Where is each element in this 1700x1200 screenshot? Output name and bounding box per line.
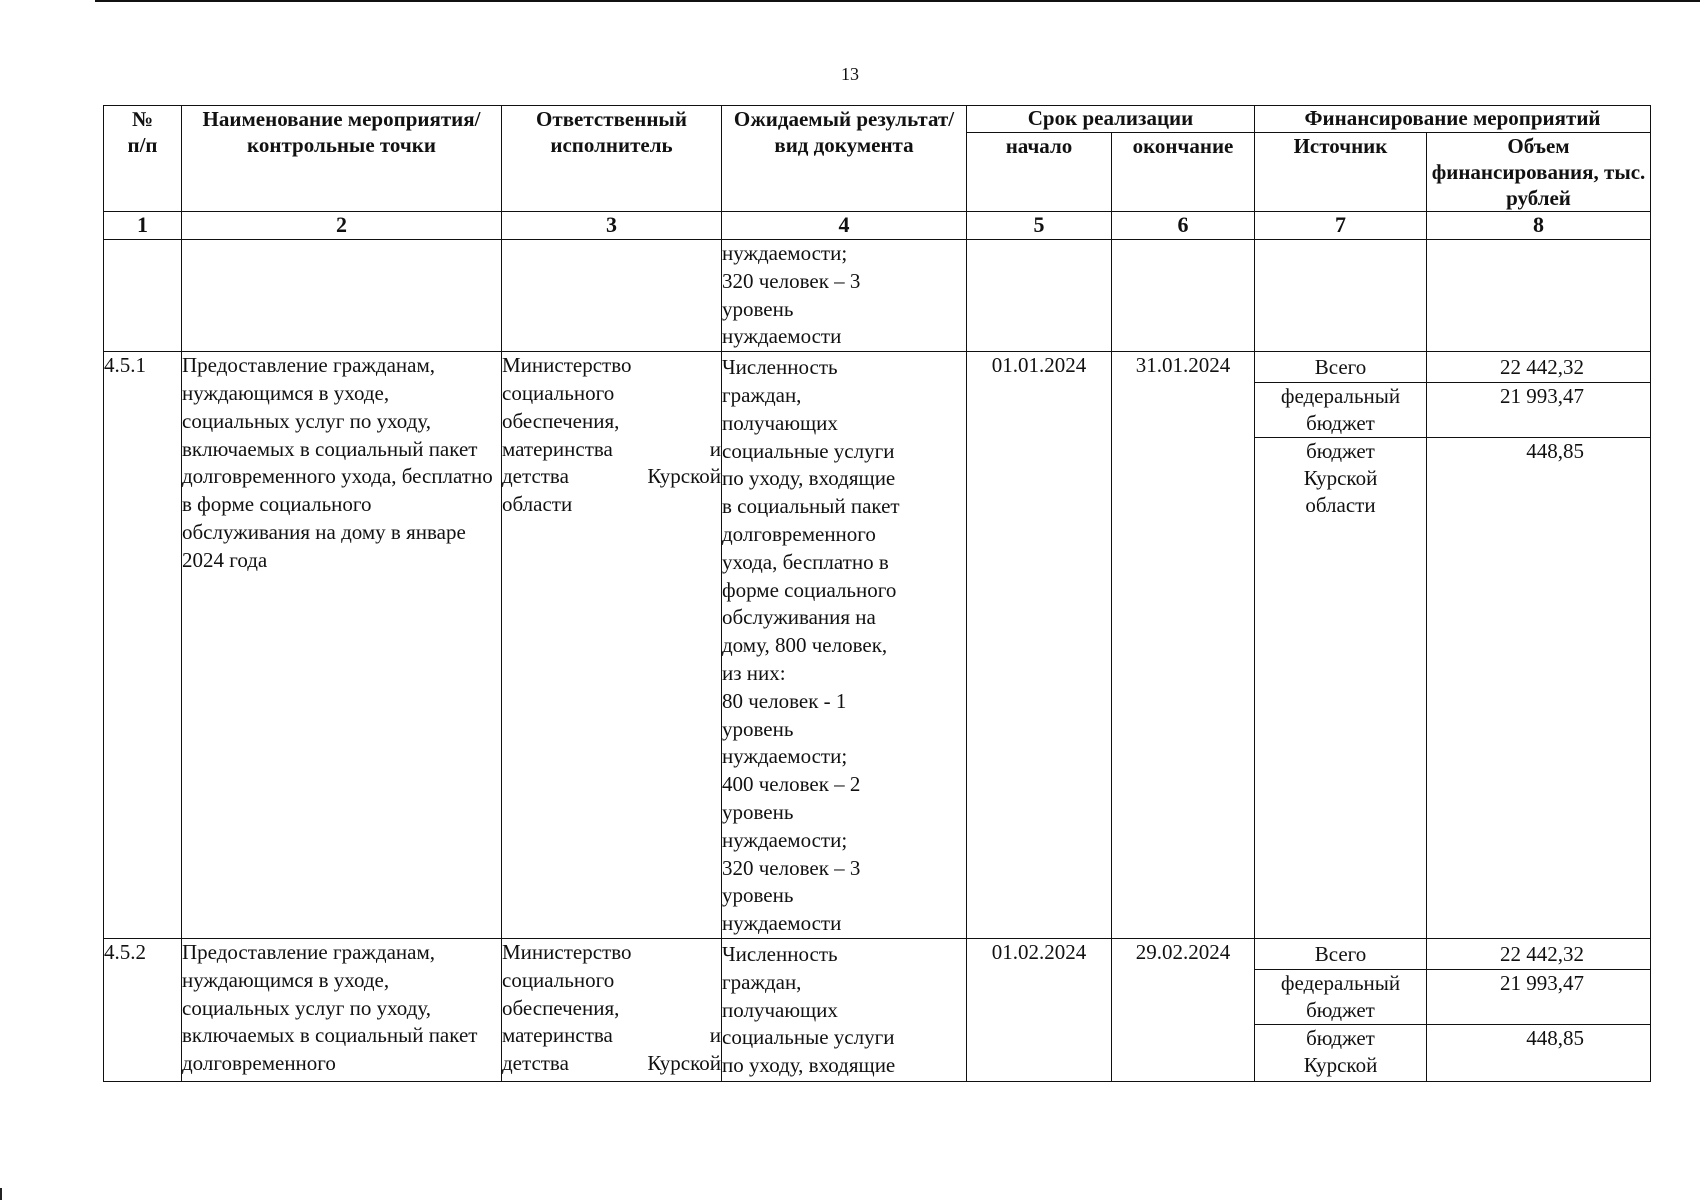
responsible-line: области [502,492,573,517]
cell-number: 4.5.2 [104,938,182,1081]
cell-start: 01.02.2024 [967,938,1112,1081]
amount-federal: 21 993,47 [1427,383,1650,438]
responsible-line: Министерство [502,353,632,378]
responsible-line: обеспечения, [502,408,620,433]
cell-result: Численность граждан, получающих социальные услуги по уходу, входящие в социальный пакет долговременного ухода, бесплатно в форме социального обслуживания на дому, 800 человек, из них: 80 человек - 1 уровень нуждаемости; 400 человек – 2 уровень нуждаемости; 320 человек – 3 уровень нуждаемости [722,352,967,939]
responsible-word: детства [502,464,569,489]
responsible-word: и [709,436,721,461]
table-row-continuation [104,240,1651,352]
cell-source [1255,938,1427,1081]
header-col-start: начало [967,133,1112,212]
column-number: 5 [967,212,1112,240]
header-col-responsible: Ответственный исполнитель [502,106,722,212]
source-federal: федеральный бюджет [1255,383,1426,438]
column-number: 3 [502,212,722,240]
cell-result: нуждаемости; 320 человек – 3 уровень нуждаемости [722,240,967,352]
header-col-end: окончание [1112,133,1255,212]
amount-total: 22 442,32 [1427,352,1650,383]
column-number: 8 [1427,212,1651,240]
cell-number: 4.5.1 [104,352,182,939]
cell-responsible [502,240,722,352]
cell-name [182,240,502,352]
cell-end [1112,240,1255,352]
amount-regional: 448,85 [1526,439,1584,464]
amount-regional: 448,85 [1526,1025,1584,1050]
header-col-source: Источник [1255,133,1427,212]
column-number: 4 [722,212,967,240]
cell-name: Предоставление гражданам, нуждающимся в уходе, социальных услуг по уходу, включаемых в социальный пакет долговременного [182,938,502,1081]
source-total: Всего [1255,352,1426,383]
responsible-word: детства [502,1051,569,1076]
cell-source [1255,352,1427,939]
cell-responsible [502,938,722,1081]
header-col-result: Ожидаемый результат/вид документа [722,106,967,212]
column-number: 1 [104,212,182,240]
source-total: Всего [1255,939,1426,970]
responsible-line: Министерство [502,939,632,964]
source-federal: федеральный бюджет [1255,970,1426,1025]
header-col-amount: Объем финансирования, тыс. рублей [1427,133,1651,212]
responsible-word: и [709,1023,721,1048]
cell-amount [1427,352,1651,939]
cell-end: 29.02.2024 [1112,938,1255,1081]
source-regional: бюджет Курской [1303,1025,1378,1077]
activities-table [103,105,1651,1082]
header-col-number: № п/п [104,106,182,212]
responsible-line: социального [502,967,615,992]
responsible-line [502,463,721,491]
amount-total: 22 442,32 [1427,939,1650,970]
header-col-name: Наименование мероприятия/контрольные точки [182,106,502,212]
cell-number [104,240,182,352]
responsible-word: Курской [647,1051,721,1076]
cell-start: 01.01.2024 [967,352,1112,939]
amount-federal: 21 993,47 [1427,970,1650,1025]
cell-source [1255,240,1427,352]
responsible-line [502,1022,721,1050]
responsible-line: социального [502,380,615,405]
column-number: 7 [1255,212,1427,240]
responsible-line [502,436,721,464]
cell-responsible [502,352,722,939]
table-row [104,352,1651,939]
column-number-row [104,212,1651,240]
cell-amount [1427,938,1651,1081]
table-row [104,938,1651,1081]
responsible-word: материнства [502,436,613,461]
scan-edge-top [95,0,1700,2]
responsible-line: обеспечения, [502,995,620,1020]
page-number: 13 [841,64,859,84]
source-regional: бюджет Курской области [1303,439,1378,518]
header-row [104,106,1651,133]
scan-edge-left [0,1188,2,1200]
column-number: 6 [1112,212,1255,240]
cell-start [967,240,1112,352]
header-group-financing: Финансирование мероприятий [1255,106,1651,133]
header-group-term: Срок реализации [967,106,1255,133]
cell-end: 31.01.2024 [1112,352,1255,939]
responsible-word: материнства [502,1023,613,1048]
cell-amount [1427,240,1651,352]
cell-name: Предоставление гражданам, нуждающимся в уходе, социальных услуг по уходу, включаемых в социальный пакет долговременного ухода, бесплатно в форме социального обслуживания на дому в январе 2024 года [182,352,502,939]
responsible-line [502,1050,721,1078]
column-number: 2 [182,212,502,240]
cell-result: Численность граждан, получающих социальные услуги по уходу, входящие [722,938,967,1081]
responsible-word: Курской [647,464,721,489]
